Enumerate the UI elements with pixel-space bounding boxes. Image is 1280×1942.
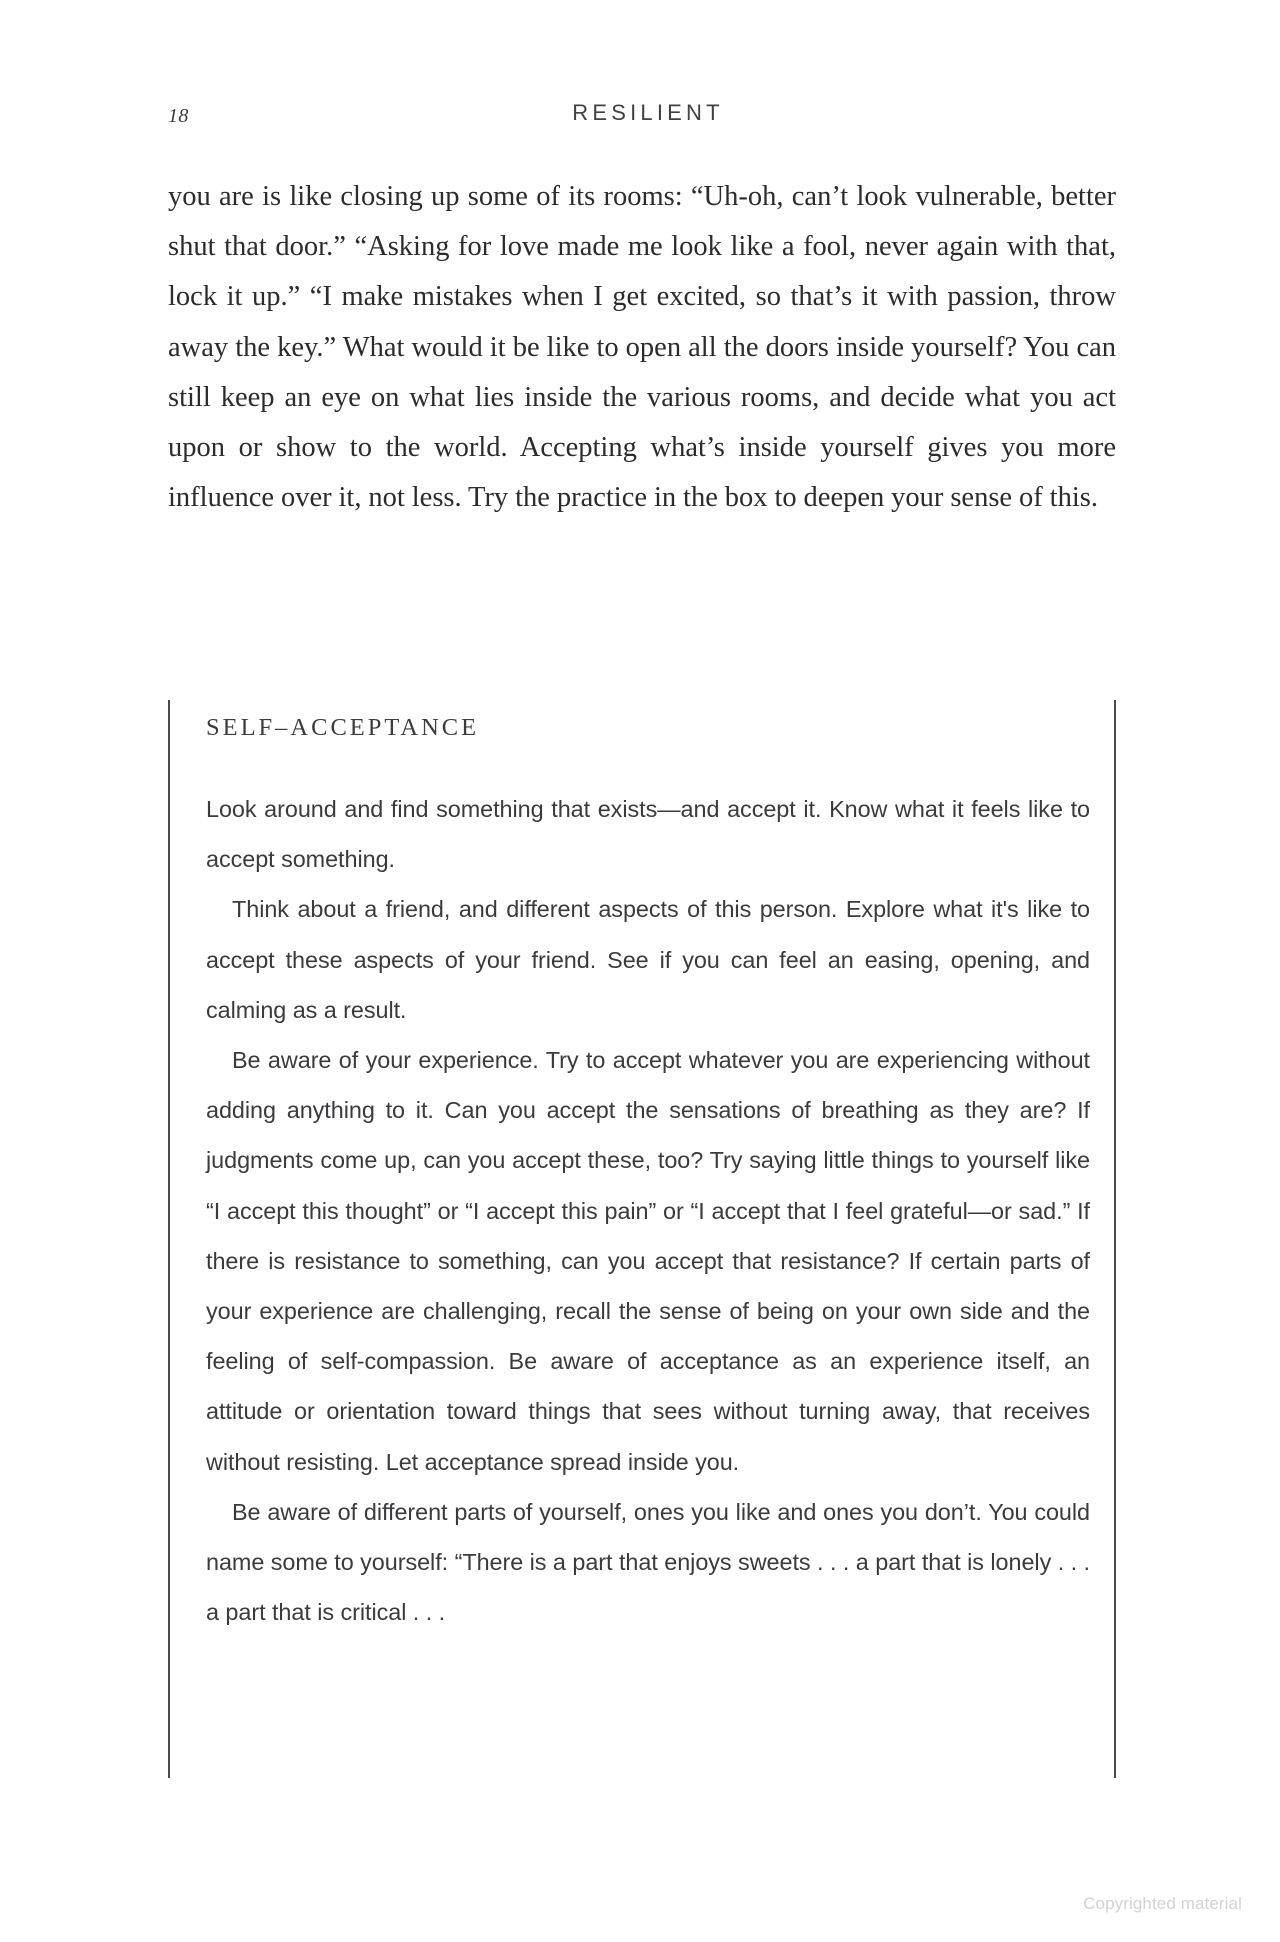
page-number: 18 [168, 105, 189, 127]
practice-box-heading: SELF–ACCEPTANCE [206, 714, 480, 741]
practice-paragraph: Think about a friend, and different aspects of this person. Explore what it's like to accept these aspects of your friend. See if you can feel an easing, opening, and calming as a result. [206, 896, 1090, 1023]
book-title: RESILIENT [572, 100, 724, 125]
practice-box [168, 700, 1116, 1778]
practice-paragraph: Be aware of your experience. Try to accept whatever you are experiencing without adding anything to it. Can you accept the sensations of breathing as they are? If judgments come up, can you accept these, too? Try saying little things to yourself like “I accept this thought” or “I accept this pain” or “I accept that I feel grateful—or sad.” If there is resistance to something, can you accept that resistance? If certain parts of your experience are challenging, recall the sense of being on your own side and the feeling of self-compassion. Be aware of acceptance as an experience itself, an attitude or orientation toward things that sees without turning away, that receives without resisting. Let acceptance spread inside you. [206, 1047, 1090, 1475]
copyright-notice: Copyrighted material [1083, 1894, 1242, 1913]
practice-paragraph: Look around and find something that exists—and accept it. Know what it feels like to accept something. [206, 796, 1090, 873]
body-text-block [168, 172, 1116, 523]
practice-box-body [206, 784, 1090, 1637]
running-head [168, 100, 1112, 134]
body-paragraph: you are is like closing up some of its rooms: “Uh-oh, can’t look vulnerable, better shut that door.” “Asking for love made me look like a fool, never again with that, lock it up.” “I make mistakes when I get excited, so that’s it with passion, throw away the key.” What would it be like to open all the doors inside yourself? You can still keep an eye on what lies inside the various rooms, and decide what you act upon or show to the world. Accepting what’s inside yourself gives you more influence over it, not less. Try the practice in the box to deepen your sense of this. [168, 181, 1116, 514]
practice-paragraph: Be aware of different parts of yourself, ones you like and ones you don’t. You could name some to yourself: “There is a part that enjoys sweets . . . a part that is lonely . . . a part that is critical . . . [206, 1498, 1090, 1626]
